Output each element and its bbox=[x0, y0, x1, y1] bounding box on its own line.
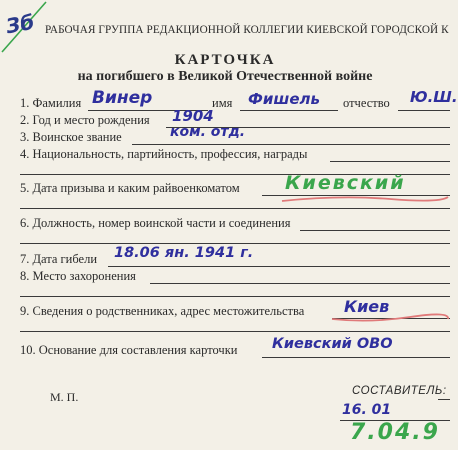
field-1-patronymic-label: отчество bbox=[343, 96, 390, 110]
field-9-value: Киев bbox=[344, 297, 390, 316]
field-10-label: 10. Основание для составления карточки bbox=[20, 343, 238, 357]
field-6-line-b bbox=[20, 243, 450, 244]
compiler-value: 16. 01 bbox=[342, 402, 392, 418]
field-1-patronymic-value: Ю.Ш. bbox=[410, 88, 458, 106]
field-9-label: 9. Сведения о родственниках, адрес местожительства bbox=[20, 304, 305, 318]
header-org: РАБОЧАЯ ГРУППА РЕДАКЦИОННОЙ КОЛЛЕГИИ КИЕВСКОЙ ГОРОДСКОЙ К bbox=[45, 24, 449, 36]
field-6-line bbox=[300, 230, 450, 231]
field-7-line bbox=[108, 266, 450, 267]
field-1-surname-label: 1. Фамилия bbox=[20, 96, 82, 110]
page-subtitle: на погибшего в Великой Отечественной войне bbox=[77, 69, 373, 84]
field-5-red-underline bbox=[280, 193, 450, 205]
field-5-label: 5. Дата призыва и каким райвоенкоматом bbox=[20, 181, 240, 195]
field-10-value: Киевский ОВО bbox=[272, 336, 393, 352]
compiler-line bbox=[438, 399, 450, 400]
stamp-place-label: М. П. bbox=[50, 390, 79, 404]
field-3-label: 3. Воинское звание bbox=[20, 130, 122, 144]
field-5-value: Киевский bbox=[285, 172, 406, 194]
field-7-label: 7. Дата гибели bbox=[20, 252, 98, 266]
page-title: КАРТОЧКА bbox=[174, 52, 276, 68]
field-3-line bbox=[132, 144, 450, 145]
field-4-line-a bbox=[330, 161, 450, 162]
corner-handwritten-mark: Зб bbox=[4, 9, 37, 39]
field-2-label: 2. Год и место рождения bbox=[20, 113, 150, 127]
field-5-line-b bbox=[20, 208, 450, 209]
field-8-label: 8. Место захоронения bbox=[20, 269, 136, 283]
compiler-label: СОСТАВИТЕЛЬ: bbox=[352, 385, 447, 397]
field-3-value: ком. отд. bbox=[170, 124, 246, 140]
field-1-name-line bbox=[240, 110, 338, 111]
field-8-line bbox=[150, 283, 450, 284]
field-9-red-underline bbox=[330, 313, 450, 325]
field-1-patronymic-line bbox=[398, 110, 450, 111]
green-date: 7.04.9 bbox=[350, 420, 440, 445]
field-9-line-b bbox=[20, 331, 450, 332]
field-1-name-value: Фишель bbox=[248, 90, 320, 108]
field-4-label: 4. Национальность, партийность, профессия, награды bbox=[20, 147, 308, 161]
field-1-surname-value: Винер bbox=[92, 88, 153, 108]
field-1-name-label: имя bbox=[212, 96, 233, 110]
field-7-value: 18.06 ян. 1941 г. bbox=[114, 245, 254, 261]
field-6-label: 6. Должность, номер воинской части и соединения bbox=[20, 216, 291, 230]
field-10-line bbox=[262, 357, 450, 358]
field-2-value: 1904 bbox=[172, 107, 214, 125]
